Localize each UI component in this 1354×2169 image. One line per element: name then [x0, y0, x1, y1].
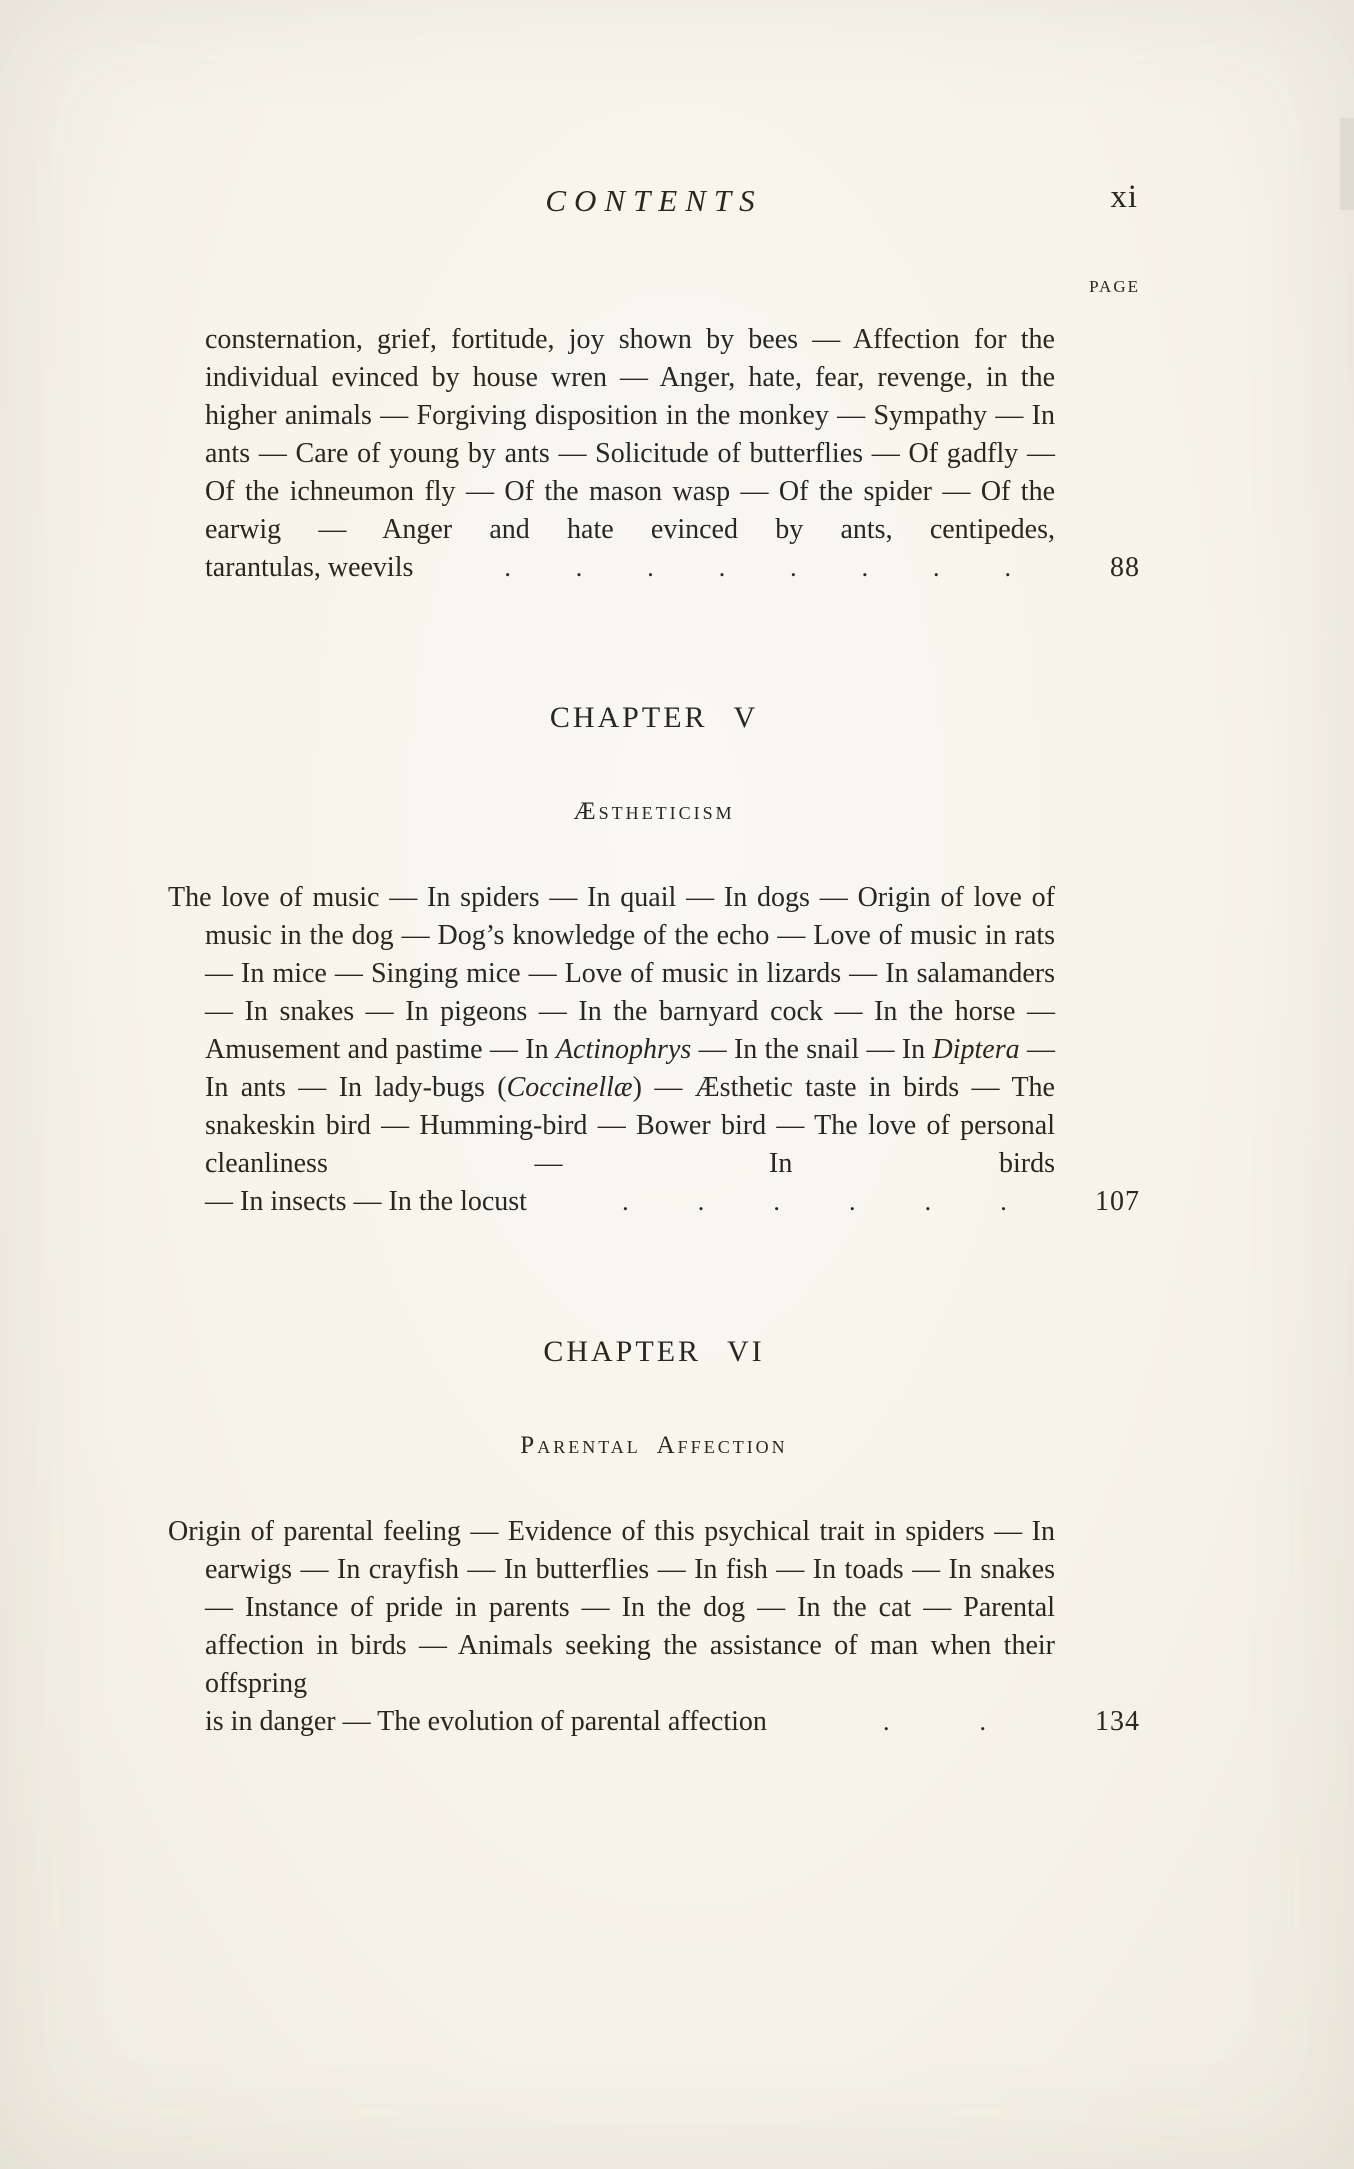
folio-page-number: xi [1110, 179, 1138, 215]
entry-page-number: 134 [1095, 1706, 1140, 1737]
dot-leader [527, 1183, 1094, 1221]
leader-dot: . [790, 553, 797, 582]
entry-last-text: is in danger — The evolution of parental affection [205, 1706, 767, 1737]
chapter-heading: CHAPTER V [549, 701, 759, 734]
scan-edge-artifact [1340, 118, 1354, 210]
toc-entry [168, 321, 1140, 587]
page-header [168, 179, 1140, 227]
entry-last-line [205, 549, 1140, 587]
leader-dot: . [504, 553, 511, 582]
leader-dot: . [647, 553, 654, 582]
leader-dot: . [933, 553, 940, 582]
dot-leader [767, 1703, 1094, 1741]
leader-dot: . [924, 1187, 932, 1216]
entry-text-segment: consternation, grief, fortitude, joy shown by bees — Affection for the individual evinced by house wren — Anger, hate, fear, revenge, in the higher animals — Forgiving disposition in the monkey — Sympathy — In ants — Care of young by ants — Solicitude of butterflies — Of gadfly — Of the ichneumon fly — Of the mason wasp — Of the spider — Of the earwig — Anger and hate evinced by ants, centipedes, [205, 324, 1055, 545]
leader-dot: . [622, 1187, 629, 1216]
leader-dot: . [849, 1187, 856, 1216]
chapter-heading: CHAPTER VI [543, 1335, 765, 1368]
entry-last-line [205, 1703, 1140, 1741]
entry-text-segment: — In ants — In lady-bugs ( [205, 1034, 1055, 1103]
entry-last-text: tarantulas, weevils [205, 552, 414, 583]
entry-body-text [168, 879, 1055, 1183]
contents-title: CONTENTS [545, 183, 763, 218]
section-heading: Æstheticism [573, 798, 735, 825]
entry-text-segment: Origin of parental feeling — Evidence of this psychical trait in spiders — In earwigs — In crayfish — In butterflies — In fish — In toads — In snakes — Instance of pride in parents — In the dog — In the cat — Parental affection in birds — Animals seeking the assistance of man when their offspring [168, 1516, 1055, 1699]
toc-entry [168, 879, 1140, 1221]
entry-last-text: — In insects — In the locust [205, 1186, 527, 1217]
page-content [168, 0, 1140, 1741]
entry-text-segment: — In the snail — In [691, 1034, 933, 1065]
dot-leader [413, 549, 1094, 587]
entry-page-number: 88 [1110, 552, 1140, 583]
entry-text-segment: The love of music — In spiders — In quail — In dogs — Origin of love of music in the dog — Dog’s knowledge of the echo — Love of music in rats — In mice — Singing mice — Love of music in lizards — In salamanders — In snakes — In pigeons — In the barnyard cock — In the horse — Amusement and pastime — In [168, 882, 1055, 1065]
entry-text-segment: ) — Æsthetic taste in birds — The snakeskin bird — Humming-bird — Bower bird — The love of personal cleanliness — In birds [205, 1072, 1055, 1179]
leader-dot: . [697, 1187, 705, 1216]
entry-page-number: 107 [1095, 1186, 1140, 1217]
leader-dot: . [1000, 1187, 1007, 1216]
leader-dot: . [718, 553, 726, 582]
entry-body-text [168, 1513, 1055, 1703]
entry-italic-segment: Diptera [932, 1034, 1020, 1065]
entry-italic-segment: Coccinellæ [506, 1072, 633, 1103]
page-column-label: PAGE [1089, 277, 1140, 296]
leader-dot: . [773, 1187, 780, 1216]
leader-dot: . [861, 553, 869, 582]
leader-dot: . [575, 553, 583, 582]
leader-dot: . [1004, 553, 1011, 582]
entry-body-text [205, 321, 1055, 549]
leader-dot: . [979, 1707, 986, 1736]
entry-italic-segment: Actinophrys [555, 1034, 692, 1065]
toc-entry [168, 1513, 1140, 1741]
leader-dot: . [882, 1707, 890, 1736]
toc-body [168, 321, 1140, 1741]
section-heading: Parental Affection [520, 1432, 788, 1459]
entry-last-line [205, 1183, 1140, 1221]
